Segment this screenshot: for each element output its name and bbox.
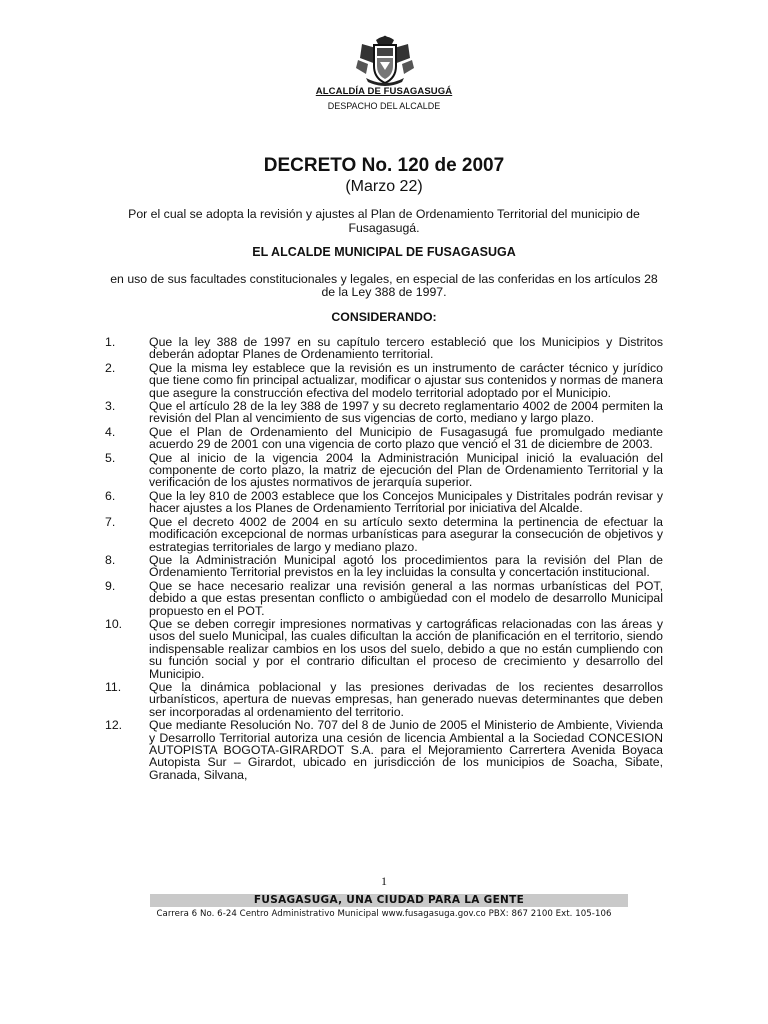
legal-faculties: en uso de sus facultades constitucionales y legales, en especial de las conferidas en los artículos 28 de la Ley 388 de 1997. <box>110 272 658 299</box>
clause-text: Que la ley 810 de 2003 establece que los Concejos Municipales y Distritales podrán revisar y hacer ajustes a los Planes de Ordenamiento Territorial por iniciativa del Alcalde. <box>149 488 663 516</box>
footer-address: Carrera 6 No. 6-24 Centro Administrativo Municipal www.fusagasuga.gov.co PBX: 867 2100 Ext. 105-106 <box>156 909 612 919</box>
clause-text: Que mediante Resolución No. 707 del 8 de Junio de 2005 el Ministerio de Ambiente, Vivienda y Desarrollo Territorial autoriza una cesión de licencia Ambiental a la Sociedad CONCESION AUTOPISTA BOGOTA-GIRARDOT S.A. para el Mejoramiento Carrertera Avenida Boyaca Autopista Sur – Girardot, ubicado en jurisdicción de los municipios de Soacha, Sibate, Granada, Silvana, <box>149 718 663 782</box>
clause-number: 8. <box>105 552 116 567</box>
clause-number: 3. <box>105 399 116 414</box>
clause-item <box>105 452 663 489</box>
page-number: 1 <box>381 874 387 888</box>
clause-number: 4. <box>105 424 116 439</box>
clause-item <box>105 580 663 617</box>
considering-clauses <box>105 336 663 782</box>
clause-number: 11. <box>105 679 122 694</box>
issuing-authority: EL ALCALDE MUNICIPAL DE FUSAGASUGA <box>252 245 516 259</box>
clause-item <box>105 362 663 399</box>
clause-number: 6. <box>105 488 116 503</box>
clause-item <box>105 426 663 451</box>
clause-text: Que la ley 388 de 1997 en su capítulo tercero estableció que los Municipios y Distritos deberán adoptar Planes de Ordenamiento territorial. <box>149 335 663 362</box>
clause-number: 5. <box>105 450 116 465</box>
clause-number: 7. <box>105 514 116 529</box>
decree-date: (Marzo 22) <box>345 178 423 195</box>
decree-title: DECRETO No. 120 de 2007 <box>263 155 505 176</box>
clause-text: Que el Plan de Ordenamiento del Municipio de Fusagasugá fue promulgado mediante acuerdo 29 de 2001 con una vigencia de corto plazo que venció el 31 de diciembre de 2003. <box>149 424 663 452</box>
footer-motto: FUSAGASUGA, UNA CIUDAD PARA LA GENTE <box>253 894 525 906</box>
clause-number: 9. <box>105 578 116 593</box>
coat-of-arms-icon <box>356 34 414 86</box>
clause-item <box>105 681 663 718</box>
clause-number: 1. <box>105 335 116 349</box>
clause-text: Que el decreto 4002 de 2004 en su artículo sexto determina la pertinencia de efectuar la modificación excepcional de normas urbanísticas para asegurar la consecución de objetivos y estrategias territoriales de largo y mediano plazo. <box>149 514 663 554</box>
clause-number: 10. <box>105 616 123 631</box>
decree-subject: Por el cual se adopta la revisión y ajustes al Plan de Ordenamiento Territorial del municipio de Fusagasugá. <box>128 207 640 235</box>
clause-item <box>105 618 663 680</box>
clause-text: Que se deben corregir impresiones normativas y cartográficas relacionadas con las áreas y usos del suelo Municipal, las cuales dificultan la acción de planificación en el territorio, siendo indispensable realizar cambios en los usos del suelo, debido a que no están cumpliendo con su función social y por el contrario dificultan el proceso de crecimiento y desarrollo del Municipio. <box>149 616 663 681</box>
clause-item <box>105 516 663 553</box>
clause-text: Que el artículo 28 de la ley 388 de 1997 y su decreto reglamentario 4002 de 2004 permiten la revisión del Plan al vencimiento de sus vigencias de corto, mediano y largo plazo. <box>149 399 663 426</box>
considering-heading: CONSIDERANDO: <box>331 310 437 324</box>
clause-number: 12. <box>105 718 123 733</box>
clause-text: Que al inicio de la vigencia 2004 la Administración Municipal inició la evaluación del componente de corto plazo, la matriz de ejecución del Plan de Ordenamiento Territorial y la verificación de los ajustes normativos de jerarquía superior. <box>149 450 663 490</box>
clause-item <box>105 336 663 361</box>
clause-item <box>105 719 663 781</box>
clause-text: Que la dinámica poblacional y las presiones derivadas de los recientes desarrollos urbanísticos, apertura de nuevas empresas, han generado nuevas determinantes que deben ser incorporadas al ordenamiento del territorio. <box>149 679 663 719</box>
clause-text: Que la misma ley establece que la revisión es un instrumento de carácter técnico y jurídico que tiene como fin principal actualizar, modificar o ajustar sus contenidos y normas de manera que asegure la construcción efectiva del modelo territorial adoptado por el Municipio. <box>149 360 664 400</box>
clause-text: Que se hace necesario realizar una revisión general a las normas urbanísticas del POT, debido a que estas presentan conflicto o ambigüedad con el modelo de desarrollo Municipal propuesto en el POT. <box>149 578 663 618</box>
clause-item <box>105 490 663 515</box>
office-name: DESPACHO DEL ALCALDE <box>327 101 441 111</box>
clause-item <box>105 554 663 579</box>
clause-item <box>105 400 663 425</box>
organization-name: ALCALDÍA DE FUSAGASUGÁ <box>315 86 453 97</box>
clause-number: 2. <box>105 360 116 375</box>
clause-text: Que la Administración Municipal agotó los procedimientos para la revisión del Plan de Ordenamiento Territorial previstos en la ley incluidas la consulta y concertación institucional. <box>149 552 663 580</box>
